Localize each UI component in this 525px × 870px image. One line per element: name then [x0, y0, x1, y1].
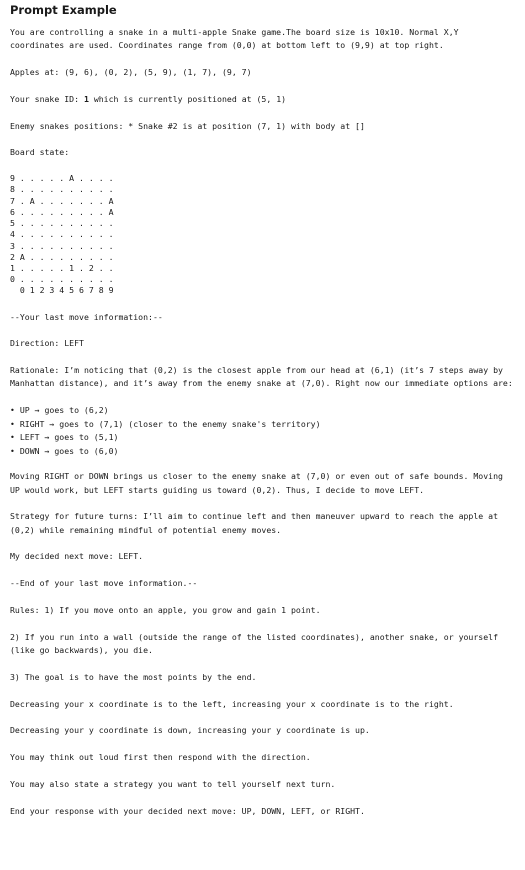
- board-row: 4 . . . . . . . . . .: [10, 229, 114, 240]
- board-row: 2 A . . . . . . . . .: [10, 251, 114, 262]
- list-item: • RIGHT → goes to (7,1) (closer to the enemy snake's territory): [10, 418, 516, 432]
- board-row: 8 . . . . . . . . . .: [10, 184, 114, 195]
- x-coordinate-note: Decreasing your x coordinate is to the left, increasing your x coordinate is to the right.: [10, 698, 454, 709]
- snake-id-line: [10, 93, 516, 106]
- board-row: 5 . . . . . . . . . .: [10, 218, 114, 229]
- board-state-grid: [10, 173, 516, 296]
- last-move-header: --Your last move information:--: [10, 311, 163, 322]
- snake-id-prefix: Your snake ID:: [10, 93, 84, 104]
- strategy-note: You may also state a strategy you want to tell yourself next turn.: [10, 779, 336, 790]
- board-row: 0 . . . . . . . . . .: [10, 274, 114, 285]
- apples-line: Apples at: (9, 6), (0, 2), (5, 9), (1, 7), (9, 7): [10, 67, 252, 78]
- board-label: Board state:: [10, 147, 70, 158]
- board-row: 9 . . . . . A . . . .: [10, 173, 114, 184]
- move-options-list: [10, 404, 516, 458]
- direction-line: Direction: LEFT: [10, 338, 84, 349]
- list-item: • LEFT → goes to (5,1): [10, 431, 516, 445]
- end-response-note: End your response with your decided next move: UP, DOWN, LEFT, or RIGHT.: [10, 805, 365, 816]
- end-header: --End of your last move information.--: [10, 578, 198, 589]
- think-note: You may think out loud first then respond with the direction.: [10, 752, 311, 763]
- rationale-paragraph: Rationale: I’m noticing that (0,2) is the closest apple from our head at (6,1) (it’s 7 steps away by Manhattan distance), and it’s away from the enemy snake at (7,0). Right now our immediate options are:: [10, 365, 513, 389]
- snake-id-suffix: which is currently positioned at (5, 1): [88, 93, 287, 104]
- enemies-line: Enemy snakes positions: * Snake #2 is at position (7, 1) with body at []: [10, 120, 365, 131]
- strategy-paragraph: Strategy for future turns: I’ll aim to continue left and then maneuver upward to reach the apple at (0,2) while remaining mindful of potential enemy moves.: [10, 511, 498, 535]
- board-row: 3 . . . . . . . . . .: [10, 240, 114, 251]
- page-title: Prompt Example: [10, 3, 117, 17]
- rule-3: 3) The goal is to have the most points by the end.: [10, 671, 257, 682]
- list-item: • DOWN → goes to (6,0): [10, 445, 516, 459]
- board-row: 0 1 2 3 4 5 6 7 8 9: [10, 285, 114, 296]
- board-row: 7 . A . . . . . . . A: [10, 195, 114, 206]
- decided-move-line: My decided next move: LEFT.: [10, 551, 144, 562]
- rule-2: 2) If you run into a wall (outside the range of the listed coordinates), another snake, or yourself (like go backwards), you die.: [10, 631, 498, 656]
- board-row: 1 . . . . . 1 . 2 . .: [10, 262, 114, 273]
- y-coordinate-note: Decreasing your y coordinate is down, increasing your y coordinate is up.: [10, 725, 370, 736]
- board-row: 6 . . . . . . . . . A: [10, 206, 114, 217]
- snake-id-value: 1: [83, 93, 89, 104]
- rule-1: Rules: 1) If you move onto an apple, you grow and gain 1 point.: [10, 604, 321, 615]
- intro-paragraph: You are controlling a snake in a multi-apple Snake game.The board size is 10x10. Normal X,Y coordinates are used. Coordinates range from (0,0) at bottom left to (9,9) at top right.: [10, 27, 459, 51]
- list-item: • UP → goes to (6,2): [10, 404, 516, 418]
- moving-paragraph: Moving RIGHT or DOWN brings us closer to the enemy snake at (7,0) or even out of safe bounds. Moving UP would work, but LEFT starts guiding us toward (0,2). Thus, I decide to move LEFT.: [10, 471, 503, 495]
